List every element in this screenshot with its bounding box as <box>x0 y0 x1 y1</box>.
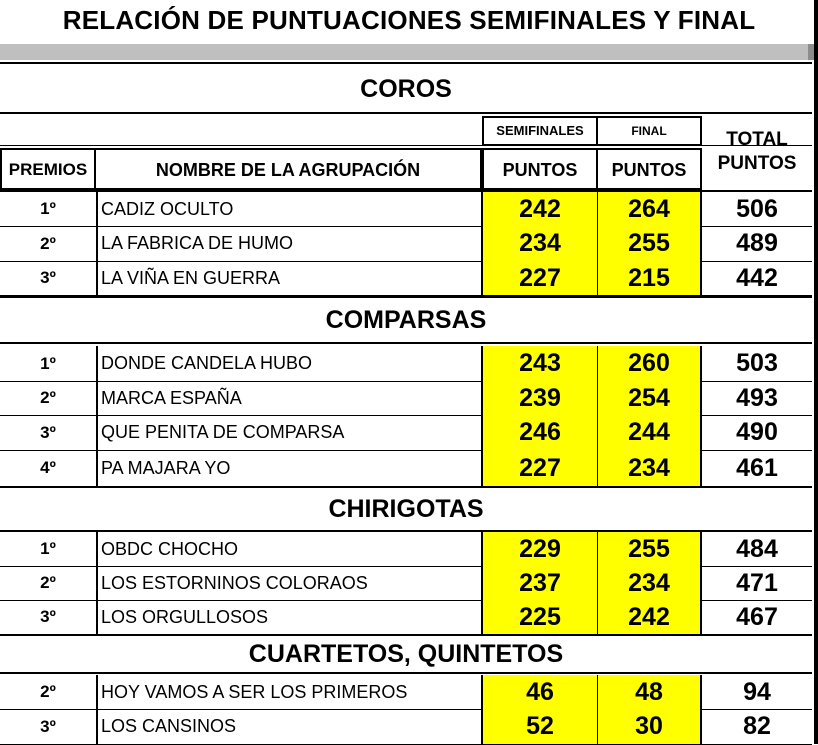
table-row <box>0 346 812 381</box>
semifinal-score: 225 <box>482 600 598 634</box>
final-score: 30 <box>598 709 702 744</box>
table-row <box>0 415 812 450</box>
final-score: 264 <box>598 192 702 226</box>
premio-cell: 2º <box>40 573 56 592</box>
premio-cell: 2º <box>40 682 56 701</box>
table-row <box>0 450 812 486</box>
semifinal-score: 239 <box>482 381 598 415</box>
table-row <box>0 600 812 634</box>
header-puntos-final: PUNTOS <box>598 148 702 190</box>
agrupacion-name: LOS CANSINOS <box>96 709 482 744</box>
total-score: 467 <box>736 603 778 631</box>
agrupacion-name: PA MAJARA YO <box>96 450 482 486</box>
table-row <box>0 566 812 600</box>
premio-cell: 3º <box>40 607 56 626</box>
right-border <box>814 0 818 744</box>
semifinal-score: 246 <box>482 415 598 450</box>
total-score: 94 <box>743 678 771 706</box>
final-score: 234 <box>598 566 702 600</box>
page-title: RELACIÓN DE PUNTUACIONES SEMIFINALES Y FINAL <box>62 5 756 35</box>
premio-cell: 4º <box>40 458 56 477</box>
header-total: TOTAL <box>726 129 788 150</box>
total-score: 82 <box>743 712 771 740</box>
agrupacion-name: LOS ORGULLOSOS <box>96 600 482 634</box>
table-row <box>0 381 812 415</box>
semifinal-score: 229 <box>482 532 598 566</box>
section-title-coros: COROS <box>0 62 812 114</box>
semifinal-score: 237 <box>482 566 598 600</box>
semifinal-score: 46 <box>482 675 598 709</box>
header-semifinales: SEMIFINALES <box>482 116 598 146</box>
premio-cell: 3º <box>40 423 56 442</box>
premio-cell: 2º <box>40 388 56 407</box>
total-score: 503 <box>736 349 778 377</box>
final-score: 255 <box>598 532 702 566</box>
agrupacion-name: CADIZ OCULTO <box>96 192 482 226</box>
final-score: 260 <box>598 346 702 381</box>
agrupacion-name: LOS ESTORNINOS COLORAOS <box>96 566 482 600</box>
header-puntos-semi: PUNTOS <box>482 148 598 190</box>
premio-cell: 2º <box>40 234 56 253</box>
agrupacion-name: DONDE CANDELA HUBO <box>96 346 482 381</box>
final-score: 244 <box>598 415 702 450</box>
semifinal-score: 243 <box>482 346 598 381</box>
total-score: 493 <box>736 384 778 412</box>
gray-band <box>0 44 818 60</box>
header-total-puntos: PUNTOS <box>717 153 797 174</box>
premio-cell: 1º <box>40 199 56 218</box>
agrupacion-name: HOY VAMOS A SER LOS PRIMEROS <box>96 675 482 709</box>
final-score: 242 <box>598 600 702 634</box>
table-row <box>0 192 812 226</box>
total-score: 484 <box>736 535 778 563</box>
semifinal-score: 242 <box>482 192 598 226</box>
table-row <box>0 709 812 744</box>
semifinal-score: 227 <box>482 261 598 295</box>
total-score: 506 <box>736 195 778 223</box>
final-score: 255 <box>598 226 702 261</box>
agrupacion-name: LA FABRICA DE HUMO <box>96 226 482 261</box>
total-score: 490 <box>736 418 778 446</box>
table-row <box>0 532 812 566</box>
final-score: 215 <box>598 261 702 295</box>
agrupacion-name: OBDC CHOCHO <box>96 532 482 566</box>
agrupacion-name: LA VIÑA EN GUERRA <box>96 261 482 295</box>
header-final: FINAL <box>598 116 702 146</box>
semifinal-score: 234 <box>482 226 598 261</box>
header-premios: PREMIOS <box>0 148 96 190</box>
premio-cell: 3º <box>40 717 56 736</box>
final-score: 48 <box>598 675 702 709</box>
section-title-cuartetos-quintetos: CUARTETOS, QUINTETOS <box>0 634 812 674</box>
agrupacion-name: MARCA ESPAÑA <box>96 381 482 415</box>
total-score: 442 <box>736 264 778 292</box>
section-title-comparsas: COMPARSAS <box>0 296 812 344</box>
total-score: 461 <box>736 454 778 482</box>
semifinal-score: 52 <box>482 709 598 744</box>
final-score: 254 <box>598 381 702 415</box>
section-title-chirigotas: CHIRIGOTAS <box>0 486 812 532</box>
header-nombre: NOMBRE DE LA AGRUPACIÓN <box>96 148 482 190</box>
table-row <box>0 675 812 709</box>
table-row <box>0 261 812 295</box>
table-row <box>0 226 812 261</box>
premio-cell: 3º <box>40 268 56 287</box>
final-score: 234 <box>598 450 702 486</box>
agrupacion-name: QUE PENITA DE COMPARSA <box>96 415 482 450</box>
total-score: 471 <box>736 569 778 597</box>
semifinal-score: 227 <box>482 450 598 486</box>
total-score: 489 <box>736 229 778 257</box>
premio-cell: 1º <box>40 354 56 373</box>
premio-cell: 1º <box>40 539 56 558</box>
